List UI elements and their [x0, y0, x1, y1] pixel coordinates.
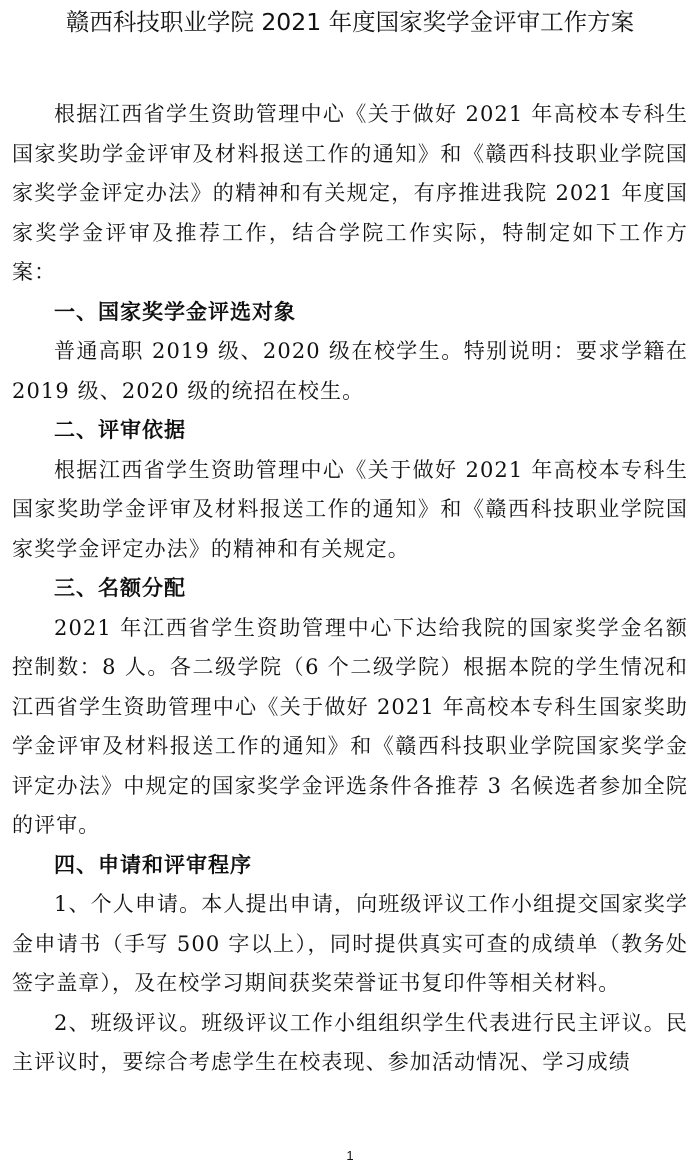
- intro-paragraph: 根据江西省学生资助管理中心《关于做好 2021 年高校本专科生国家奖助学金评审及材料报送工作的通知》和《赣西科技职业学院国家奖学金评定办法》的精神和有关规定，有序推进我院 2021 年度国家奖学金评审及推荐工作，结合学院工作实际，特制定如下工作方案：: [12, 102, 688, 284]
- page-number: 1: [346, 1148, 354, 1163]
- quota-paragraph: 2021 年江西省学生资助管理中心下达给我院的国家奖学金名额控制数：8 人。各二级学院（6 个二级学院）根据本院的学生情况和江西省学生资助管理中心《关于做好 2021 年高校本专科生国家奖助学金评审及材料报送工作的通知》和《赣西科技职业学院国家奖学金评定办法》中规定的国家奖学金评选条件各推荐 3 名候选者参加全院的评审。: [12, 615, 688, 837]
- section-heading-procedure: 四、申请和评审程序: [54, 852, 252, 877]
- document-body: [12, 95, 688, 1083]
- procedure-step-2: 2、班级评议。班级评议工作小组组织学生代表进行民主评议。民主评议时，要综合考虑学生在校表现、参加活动情况、学习成绩: [12, 1010, 688, 1074]
- section-heading-quota: 三、名额分配: [54, 576, 186, 600]
- section-heading-eligibility: 一、国家奖学金评选对象: [54, 299, 296, 324]
- section-heading-basis: 二、评审依据: [54, 418, 186, 442]
- eligibility-paragraph: 普通高职 2019 级、2020 级在校学生。特别说明：要求学籍在 2019 级、2020 级的统招在校生。: [12, 339, 688, 403]
- basis-paragraph: 根据江西省学生资助管理中心《关于做好 2021 年高校本专科生国家奖助学金评审及材料报送工作的通知》和《赣西科技职业学院国家奖学金评定办法》的精神和有关规定。: [12, 457, 688, 561]
- document-title: 赣西科技职业学院 2021 年度国家奖学金评审工作方案: [65, 8, 635, 36]
- procedure-step-1: 1、个人申请。本人提出申请，向班级评议工作小组提交国家奖学金申请书（手写 500 字以上），同时提供真实可查的成绩单（教务处签字盖章），及在校学习期间获奖荣誉证书复印件等相关材料。: [12, 892, 688, 995]
